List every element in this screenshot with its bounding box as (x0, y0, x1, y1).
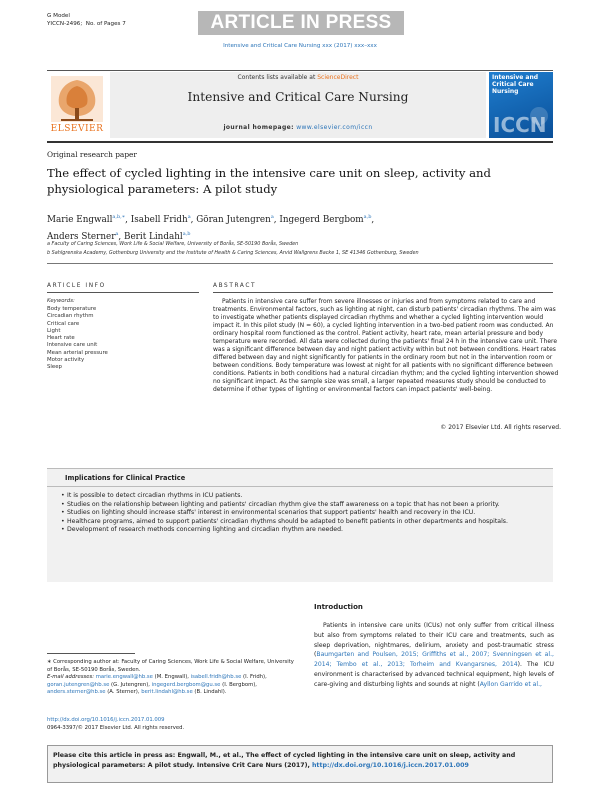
author-affiliation-marker[interactable]: a (270, 214, 274, 220)
email-owner: (G. Jutengren), (111, 681, 150, 688)
author-name[interactable]: Göran Jutengren (196, 214, 271, 225)
header-rule-top (47, 70, 553, 71)
cover-letters: ICCN (493, 113, 547, 137)
author-name[interactable]: Isabell Fridh (130, 214, 188, 225)
footnote-rule (47, 653, 135, 654)
article-info-rule (47, 292, 199, 293)
list-item: • It is possible to detect circadian rhythms in ICU patients. (61, 492, 557, 501)
email-link[interactable]: isabell.fridh@hb.se (190, 674, 242, 680)
introduction-text (314, 621, 554, 690)
clinical-practice-heading: Implications for Clinical Practice (65, 474, 186, 482)
author-affiliation-marker[interactable]: a,b (182, 230, 191, 237)
clinical-practice-rule (47, 486, 553, 487)
article-info-heading: ARTICLE INFO (47, 283, 106, 289)
keyword-item: Heart rate (47, 335, 75, 342)
citation-doi-link[interactable]: http://dx.doi.org/10.1016/j.iccn.2017.01.009 (311, 762, 469, 769)
email-owner: (I. Bergbom), (222, 681, 257, 688)
list-item: • Studies on the relationship between lighting and patients' circadian rhythm give the staff awareness on a topic that has not been a priority. (61, 501, 557, 510)
intro-text-part: ). The ICU environment is characterised by advanced technical equipment, high levels of care-giving and disturbing lights and sounds at night ( (314, 661, 554, 688)
author-affiliation-marker[interactable]: a (187, 214, 191, 220)
email-label: E-mail addresses: (47, 674, 95, 680)
citation-prefix: Please cite this article in press as: Engwall, M., et al., The effect of cycled lighting in the intensive care unit on sleep, activity and physiological parameters: A pilot study. Intensive Crit Care Nurs (2017), (53, 752, 516, 769)
keyword-item: Critical care (47, 320, 80, 327)
page-count: No. of Pages 7 (85, 21, 126, 27)
citation-link[interactable]: Baumgarten and Poulsen, 2015; Griffiths et al., 2007; Svenningsen et al., 2014; Tembo et al., 2013; Torheim and Kvangarsnes, 2014 (314, 651, 554, 669)
doi-link[interactable]: http://dx.doi.org/10.1016/j.iccn.2017.01.009 (47, 717, 165, 723)
contents-line (110, 72, 486, 81)
sciencedirect-link[interactable]: ScienceDirect (317, 74, 359, 81)
list-item: • Healthcare programs, aimed to support patients' circadian rhythms should be adapted to benefit patients in other departments and hospitals. (61, 518, 557, 527)
publisher-logo-text: ELSEVIER (50, 124, 104, 134)
email-link[interactable]: berit.lindahl@hb.se (141, 689, 193, 695)
citation-link[interactable]: Ayllon Garrido et al., (479, 680, 542, 688)
affiliation-b: b Sahlgrenska Academy, Gothenburg University and the Institute of Health & Caring Sciences, Arvid Wallgrens Backe 1, SE 41346 Gothenburg, Sweden (47, 250, 419, 256)
abstract-text: Patients in intensive care suffer from severe illnesses or injuries and from symptoms related to care and treatments. Environmental factors, such as lighting at night, can disturb patients' circadian rhythms. The aim was to investigate whether patients displayed circadian rhythms and whether a cycled lighting intervention would impact it. In this pilot study (N = 60), a cycled lighting intervention in a two-bed patient room was conducted. An ordinary hospital room functioned as the control. Patient activity, heart rate, mean arterial pressure and body temperature were recorded. All data were collected during the patients' final 24 h in the intensive care unit. There was a significant difference between day and night patient activity within but not between conditions. Heart rates differed between day and night significantly for patients in the ordinary room but not in the intervention room or between conditions. Body temperature was lowest at night for all patients with no significant difference between conditions. Patients in both conditions had a natural circadian rhythm; and the cycled lighting intervention showed no significant impact. As the sample size was small, a larger repeated measures study should be conducted to determine if other types of lighting or environmental factors can impact patients' well-being. (213, 298, 559, 393)
keyword-item: Mean arterial pressure (47, 349, 108, 356)
keyword-item: Circadian rhythm (47, 313, 94, 320)
journal-homepage-line (110, 124, 486, 131)
email-link[interactable]: goran.jutengren@hb.se (47, 681, 110, 688)
email-link[interactable]: marie.engwall@hb.se (95, 674, 153, 680)
journal-title: Intensive and Critical Care Nursing (187, 90, 409, 104)
citation-text (53, 751, 549, 771)
email-link[interactable]: ingegerd.bergbom@gu.se (151, 681, 221, 688)
model-code: G Model (47, 13, 70, 19)
header-rule-bottom (47, 141, 553, 143)
keyword-item: Motor activity (47, 357, 85, 364)
abstract-heading: ABSTRACT (213, 283, 257, 289)
homepage-label: journal homepage: (223, 124, 294, 131)
manuscript-info (47, 12, 126, 28)
keyword-item: Body temperature (47, 306, 97, 312)
author-name[interactable]: Berit Lindahl (124, 231, 183, 242)
affiliation-a: a Faculty of Caring Sciences, Work Life & Social Welfare, University of Borås, SE-50190 Borås, Sweden (47, 241, 299, 247)
email-addresses (47, 674, 297, 697)
author-list: Marie Engwall$^{a,b,∗}$, Isabell Fridh$^a$, Göran Jutengren$^a$, Ingegerd Bergbom$^{a,b}$, Anders Sterner$^a$, Berit Lindahl$^{a,b}$ (47, 214, 375, 242)
keyword-item: Sleep (47, 364, 62, 371)
keywords-label: Keywords: (47, 298, 75, 304)
email-owner: (B. Lindahl). (194, 689, 227, 695)
email-owner: (I. Fridh), (243, 674, 267, 680)
homepage-link[interactable]: www.elsevier.com/iccn (296, 124, 373, 131)
author-affiliation-marker[interactable]: a,b,∗ (112, 214, 126, 220)
keyword-list (47, 306, 108, 372)
author-name[interactable]: Anders Sterner (47, 231, 116, 242)
email-owner: (A. Sterner), (107, 689, 140, 695)
article-type: Original research paper (47, 150, 137, 159)
cover-title: Intensive and Critical Care Nursing (492, 74, 539, 95)
corresponding-author-note: ∗ Corresponding author at: Faculty of Caring Sciences, Work Life & Social Welfare, University of Borås, SE-50190 Borås, Sweden. (47, 659, 294, 673)
footnotes (47, 659, 297, 697)
intro-text-part: Patients in intensive care units (ICUs) not only suffer from critical illness but also from symptoms related to their ICU care and treatments, such as sleep deprivation, nightmares, delirium, anxiety and post-traumatic stress ( (314, 622, 554, 659)
author-name[interactable]: Ingegerd Bergbom (279, 214, 364, 225)
email-link[interactable]: anders.sterner@hb.se (47, 689, 106, 695)
email-owner: (M. Engwall), (154, 674, 189, 680)
author-affiliation-marker[interactable]: a,b (363, 214, 372, 220)
keyword-item: Intensive care unit (47, 342, 98, 349)
contents-prefix: Contents lists available at (237, 74, 316, 81)
author-affiliation-marker[interactable]: a (115, 230, 119, 237)
abstract-copyright: © 2017 Elsevier Ltd. All rights reserved. (440, 424, 561, 431)
affiliation-rule (47, 263, 553, 264)
article-title: The effect of cycled lighting in the intensive care unit on sleep, activity and physiological parameters: A pilot study (47, 166, 491, 196)
list-item: • Studies on lighting should increase staffs' interest in environmental scenarios that support patients' health and recovery in the ICU. (61, 509, 557, 518)
list-item: • Development of research methods concerning lighting and circadian rhythm are needed. (61, 526, 557, 535)
article-in-press-banner: ARTICLE IN PRESS (198, 11, 404, 35)
issn-copyright: 0964-3397/© 2017 Elsevier Ltd. All rights reserved. (47, 725, 185, 731)
clinical-practice-list (61, 492, 557, 535)
author-name[interactable]: Marie Engwall (47, 214, 113, 225)
keyword-item: Light (47, 327, 61, 334)
introduction-heading: Introduction (314, 603, 363, 611)
journal-reference-link[interactable]: Intensive and Critical Care Nursing xxx (2017) xxx–xxx (223, 43, 377, 49)
abstract-rule (213, 292, 553, 293)
manuscript-ref: YICCN-2496; (47, 21, 83, 27)
